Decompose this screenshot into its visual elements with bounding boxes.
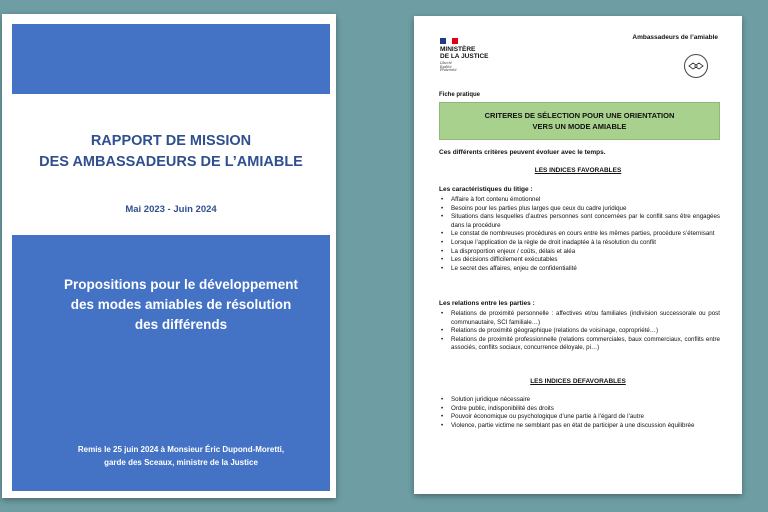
list-item: • Pouvoir économique ou psychologique d’une partie à l’égard de l’autre	[439, 413, 720, 422]
defavorables-list	[439, 396, 720, 430]
defavorables-heading: LES INDICES DEFAVORABLES	[530, 378, 626, 385]
relations-list	[439, 310, 720, 353]
motto-line: Liberté	[440, 61, 452, 65]
cover-title-line: DES AMBASSADEURS DE L’AMIABLE	[39, 154, 303, 170]
list-item: • Situations dans lesquelles d’autres personnes sont concernées par le conflit sans être engagées dans la procédure	[439, 213, 720, 230]
list-item: • Relations de proximité professionnelle (relations commerciales, baux commerciaux, conflits entre associés, conflits sociaux, concurrence déloyale, pi…)	[439, 336, 720, 353]
list-item: • Lorsque l’application de la règle de droit inadaptée à la résolution du conflit	[439, 239, 720, 248]
favorables-heading: LES INDICES FAVORABLES	[534, 167, 622, 174]
cover-subtitle-line: des différends	[134, 317, 228, 332]
list-item: • Les décisions difficilement exécutables	[439, 256, 720, 265]
cover-handover-line: garde des Sceaux, ministre de la Justice	[104, 458, 258, 467]
litige-heading: Les caractéristiques du litige :	[439, 186, 533, 193]
ministry-line: DE LA JUSTICE	[440, 53, 489, 60]
cover-bottom-band	[12, 235, 330, 491]
list-item: • Ordre public, indisponibilité des droits	[439, 405, 720, 414]
list-item: • Relations de proximité personnelle : affectives et/ou familiales (indivision successorale ou post communautaire, SCI familiale…)	[439, 310, 720, 327]
motto-line: Fraternité	[440, 68, 457, 73]
ministry-line: MINISTÈRE	[440, 46, 476, 53]
list-item: • Besoins pour les parties plus larges que ceux du cadre juridique	[439, 205, 720, 214]
cover-handover-note	[22, 443, 340, 469]
list-item: • Solution juridique nécessaire	[439, 396, 720, 405]
cover-title-line: RAPPORT DE MISSION	[90, 133, 252, 149]
motto-line: Égalité	[440, 64, 452, 69]
evolve-note: Ces différents critères peuvent évoluer avec le temps.	[439, 149, 606, 156]
ministry-logo-text	[440, 46, 489, 60]
fiche-title-box	[439, 102, 720, 140]
cover-top-band	[12, 24, 330, 94]
cover-subtitle	[22, 275, 340, 335]
list-item: • Le secret des affaires, enjeu de confidentialité	[439, 265, 720, 274]
list-item: • La disproportion enjeux / coûts, délais et aléa	[439, 248, 720, 257]
handshake-logo-icon	[684, 54, 708, 78]
report-cover	[2, 14, 336, 498]
list-item: • Le constat de nombreuses procédures en cours entre les mêmes parties, procédure s’éternisant	[439, 230, 720, 239]
cover-subtitle-line: des modes amiables de résolution	[70, 297, 292, 312]
ambassadors-header: Ambassadeurs de l’amiable	[632, 34, 718, 41]
list-item: • Relations de proximité géographique (relations de voisinage, copropriété…)	[439, 327, 720, 336]
fiche-pratique-page	[414, 16, 742, 494]
cover-subtitle-line: Propositions pour le développement	[63, 277, 299, 292]
fiche-title-line: CRITERES DE SÉLECTION POUR UNE ORIENTATION	[484, 111, 675, 120]
relations-heading: Les relations entre les parties :	[439, 300, 535, 307]
french-flag-icon	[440, 38, 458, 44]
cover-title	[12, 131, 330, 173]
cover-handover-line: Remis le 25 juin 2024 à Monsieur Éric Dupond-Moretti,	[77, 445, 285, 454]
fiche-label: Fiche pratique	[439, 92, 481, 98]
list-item: • Violence, partie victime ne semblant pas en état de participer à une discussion équilibrée	[439, 422, 720, 431]
republic-motto	[440, 62, 457, 73]
cover-dates: Mai 2023 - Juin 2024	[125, 204, 217, 215]
fiche-title-line: VERS UN MODE AMIABLE	[532, 122, 627, 131]
list-item: • Affaire à fort contenu émotionnel	[439, 196, 720, 205]
litige-list	[439, 196, 720, 273]
